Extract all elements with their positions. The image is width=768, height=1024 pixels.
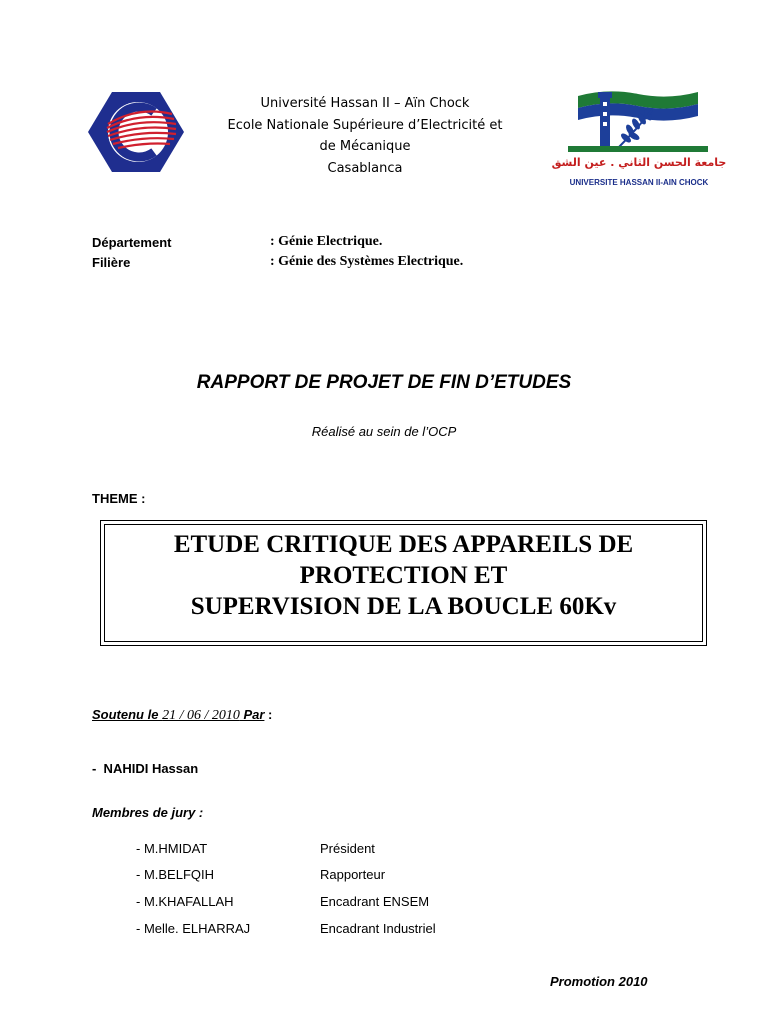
jury-member-name: - M.KHAFALLAH [136, 894, 234, 909]
ensem-logo [88, 92, 184, 172]
theme-label: THEME : [92, 491, 146, 506]
defense-prefix: Soutenu le [92, 707, 163, 722]
filiere-value: : Génie des Systèmes Electrique. [270, 254, 464, 269]
jury-member-role: Encadrant ENSEM [320, 894, 430, 909]
defense-date: 21 / 06 / 2010 [162, 708, 240, 723]
uh2-logo [548, 88, 730, 192]
jury-member-role: Rapporteur [320, 867, 386, 882]
university-line: Université Hassan II – Aïn Chock [260, 96, 470, 111]
logo-arabic-text: جامعة الحسن الثاني . عين الشق [551, 156, 727, 169]
department-value: : Génie Electrique. [270, 234, 383, 249]
department-label: Département [92, 235, 172, 250]
theme-line: SUPERVISION DE LA BOUCLE 60Kv [190, 593, 617, 620]
student-name: - NAHIDI Hassan [92, 761, 199, 776]
theme-box [100, 520, 707, 646]
report-subtitle: Réalisé au sein de l’OCP [311, 424, 457, 439]
promotion: Promotion 2010 [550, 974, 648, 989]
jury-member-name: - M.HMIDAT [136, 841, 208, 856]
jury-member-role: Encadrant Industriel [320, 921, 436, 936]
jury-member-name: - Melle. ELHARRAJ [136, 921, 251, 936]
defense-colon: : [264, 707, 273, 722]
university-line: Ecole Nationale Supérieure d’Electricité et [227, 117, 503, 133]
logo-latin-text: UNIVERSITE HASSAN II-AIN CHOCK [569, 178, 709, 187]
university-line: de Mécanique [319, 139, 411, 154]
university-line: Casablanca [327, 160, 403, 176]
jury-title: Membres de jury : [92, 805, 204, 820]
university-header [200, 93, 530, 179]
theme-line: ETUDE CRITIQUE DES APPAREILS DE [173, 531, 634, 558]
defense-line [92, 707, 272, 724]
defense-underlined [92, 707, 264, 722]
jury-member-role: Président [320, 841, 375, 856]
jury-member-name: - M.BELFQIH [136, 867, 215, 882]
theme-line: PROTECTION ET [299, 562, 508, 589]
filiere-label: Filière [92, 255, 131, 270]
defense-by: Par [239, 707, 265, 722]
theme-title [101, 529, 706, 622]
report-title: RAPPORT DE PROJET DE FIN D’ETUDES [196, 372, 572, 393]
